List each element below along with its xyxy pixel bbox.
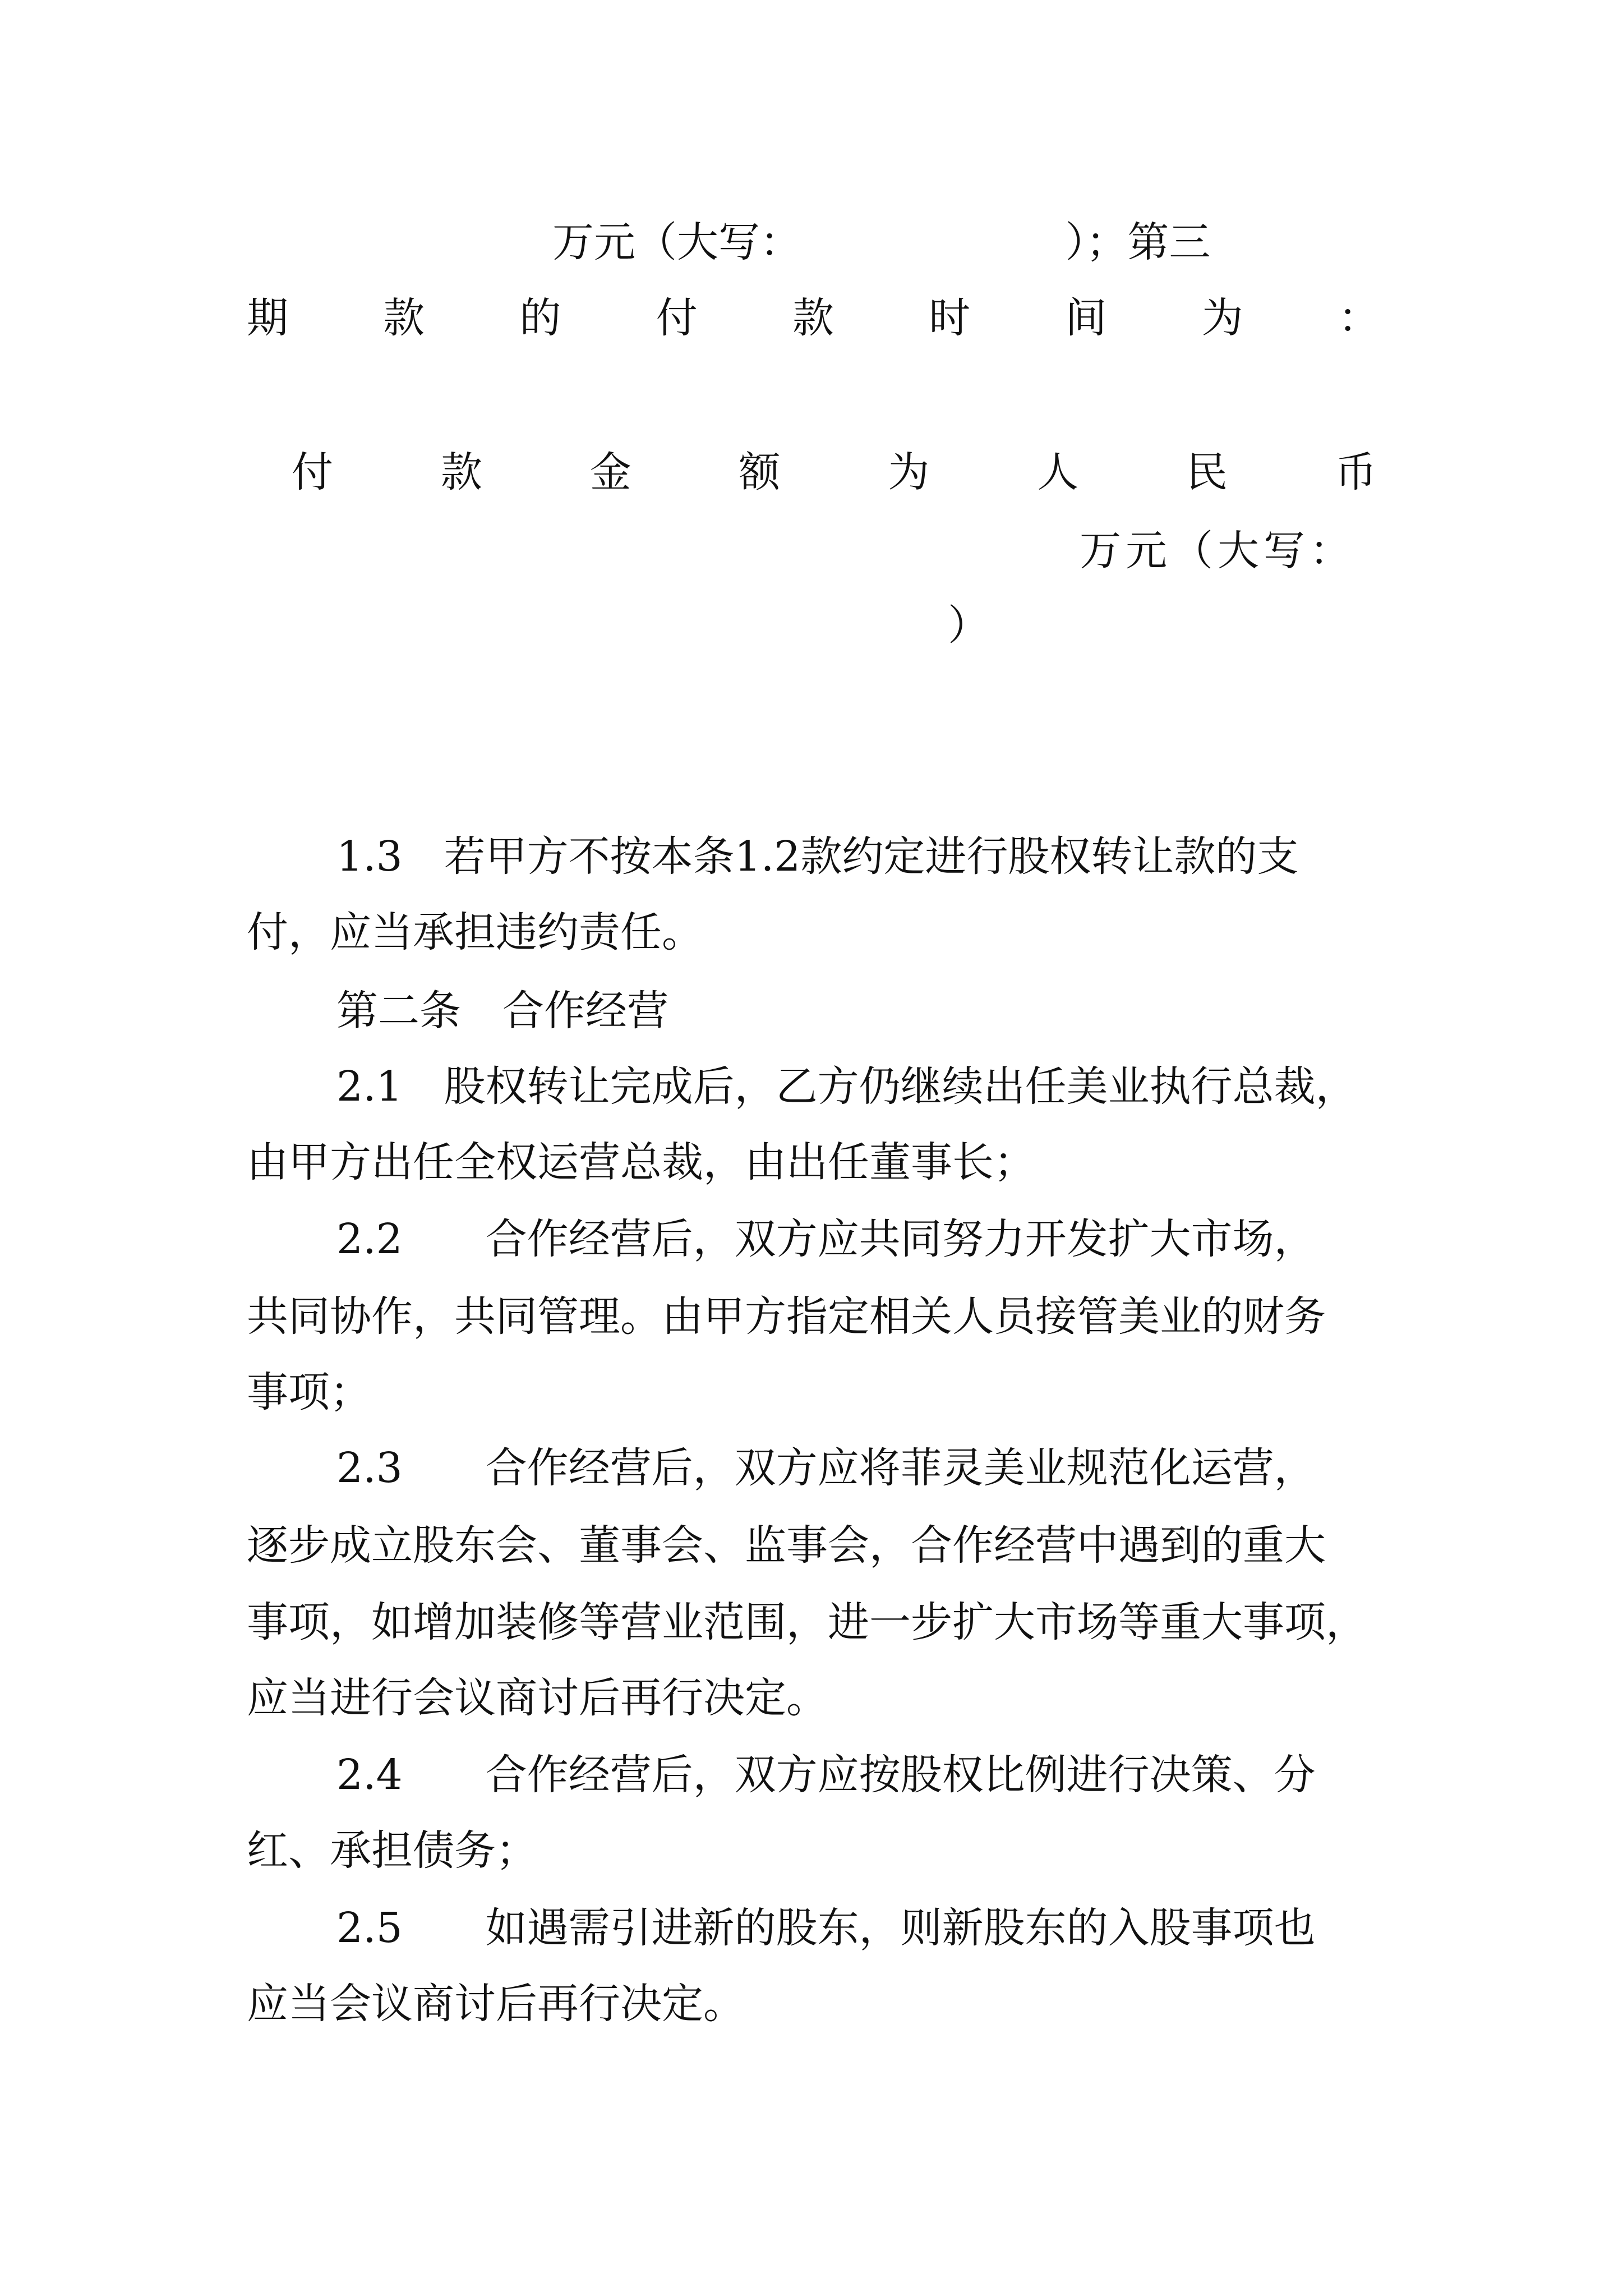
char: 款 xyxy=(792,294,834,342)
char: 民 xyxy=(1186,448,1228,496)
char: 付 xyxy=(292,448,333,496)
para-2-5-first: 2.5 如遇需引进新的股东，则新股东的入股事项也 xyxy=(336,1904,1316,1952)
char: 的 xyxy=(519,294,561,342)
char: 时 xyxy=(929,294,971,342)
para-2-3-cont-3: 应当进行会议商讨后再行决定。 xyxy=(247,1674,828,1722)
payment-line-amount-rmb xyxy=(292,448,1377,496)
payment-line-third-period-time xyxy=(247,294,1380,342)
para-2-2-cont-1: 共同协作，共同管理。由甲方指定相关人员接管美业的财务 xyxy=(247,1292,1326,1341)
article-2-heading: 第二条 合作经营 xyxy=(336,987,668,1035)
char: 款 xyxy=(440,448,482,496)
char: 为 xyxy=(1201,294,1243,342)
char: 币 xyxy=(1335,448,1377,496)
char: 为 xyxy=(888,448,930,496)
char: 款 xyxy=(383,294,425,342)
payment-line-amount-words-2: 万元（大写： xyxy=(1080,527,1355,575)
para-2-5-cont: 应当会议商讨后再行决定。 xyxy=(247,1980,745,2028)
para-2-4-first: 2.4 合作经营后，双方应按股权比例进行决策、分 xyxy=(336,1751,1316,1799)
para-2-2-first: 2.2 合作经营后，双方应共同努力开发扩大市场， xyxy=(336,1215,1316,1263)
char: 额 xyxy=(739,448,781,496)
para-2-3-cont-2: 事项，如增加装修等营业范围，进一步扩大市场等重大事项， xyxy=(247,1598,1367,1646)
payment-line-amount-words: 万元（大写： ）；第三 xyxy=(552,218,1211,266)
para-2-1-cont: 由甲方出任全权运营总裁，由出任董事长； xyxy=(247,1138,1035,1186)
char: 金 xyxy=(589,448,631,496)
char: 人 xyxy=(1037,448,1079,496)
char: 付 xyxy=(656,294,698,342)
payment-line-closing-paren: ） xyxy=(948,601,989,650)
para-2-1-first: 2.1 股权转让完成后，乙方仍继续出任美业执行总裁， xyxy=(336,1062,1357,1111)
para-2-4-cont: 红、承担债务； xyxy=(247,1826,537,1875)
char: 期 xyxy=(247,294,288,342)
para-1-3-first: 1.3 若甲方不按本条1.2款约定进行股权转让款的支 xyxy=(336,832,1299,881)
para-2-3-first: 2.3 合作经营后，双方应将菲灵美业规范化运营， xyxy=(336,1444,1316,1492)
para-1-3-cont: 付，应当承担违约责任。 xyxy=(247,908,703,956)
para-2-2-cont-2: 事项； xyxy=(247,1368,371,1416)
para-2-3-cont-1: 逐步成立股东会、董事会、监事会，合作经营中遇到的重大 xyxy=(247,1521,1326,1570)
char: 间 xyxy=(1065,294,1107,342)
char: ： xyxy=(1338,294,1380,342)
